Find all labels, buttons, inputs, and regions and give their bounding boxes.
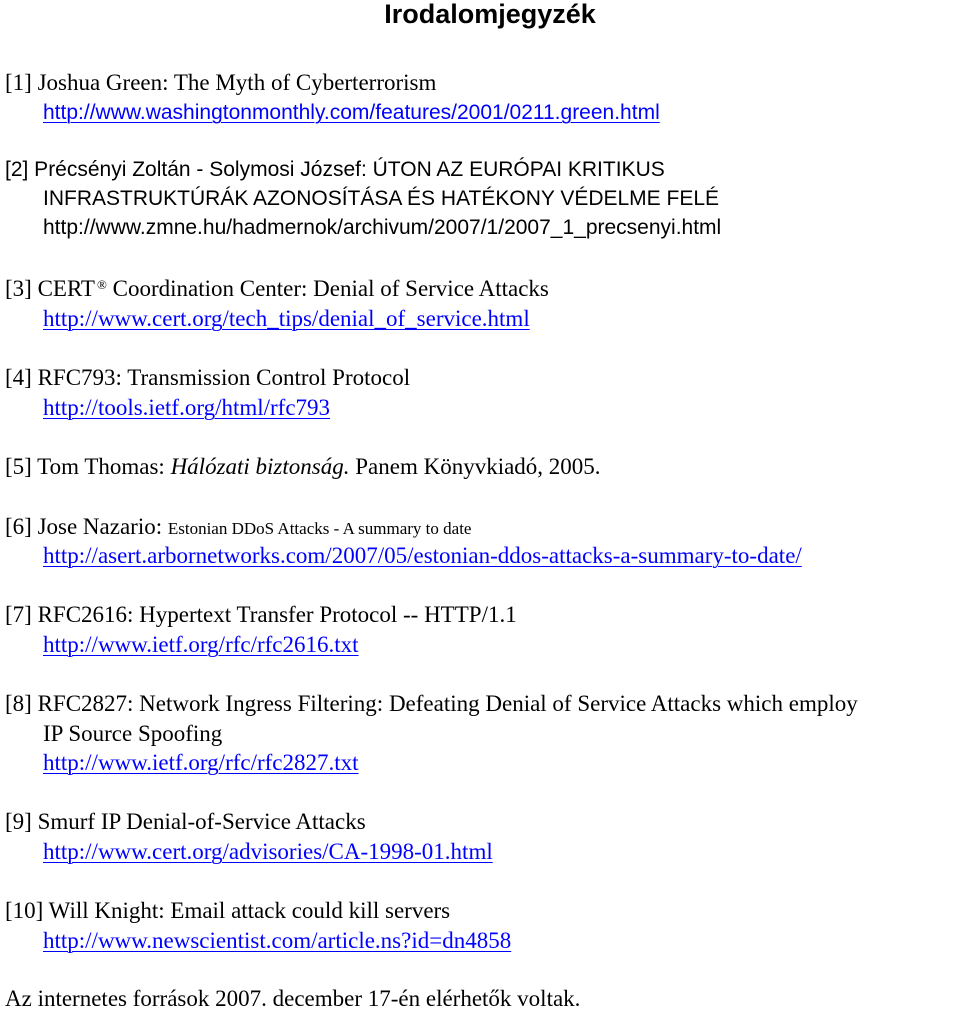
ref-9-title: [9] Smurf IP Denial-of-Service Attacks	[5, 809, 366, 834]
ref-5-publisher: Panem Könyvkiadó, 2005.	[349, 454, 601, 479]
ref-4-title: [4] RFC793: Transmission Control Protocol	[5, 365, 411, 390]
footer-note: Az internetes források 2007. december 17-én elérhetők voltak.	[5, 986, 581, 1011]
ref-6-article-title: Estonian DDoS Attacks - A summary to date	[167, 519, 472, 538]
ref-8-title-line2: IP Source Spoofing	[43, 721, 223, 746]
ref-5-author: [5] Tom Thomas:	[5, 454, 171, 479]
ref-6-link[interactable]: http://asert.arbornetworks.com/2007/05/estonian-ddos-attacks-a-summary-to-date/	[43, 543, 802, 568]
ref-5-book-title: Hálózati biztonság.	[170, 454, 350, 479]
ref-5-title	[5, 452, 601, 482]
ref-3-title	[5, 274, 549, 304]
registered-mark: ®	[96, 277, 107, 292]
ref-2-url: http://www.zmne.hu/hadmernok/archivum/2007/1/2007_1_precsenyi.html	[43, 216, 722, 239]
ref-3-title-post: Coordination Center: Denial of Service Attacks	[112, 276, 549, 301]
ref-9-link[interactable]: http://www.cert.org/advisories/CA-1998-01.html	[43, 839, 493, 864]
ref-4-link[interactable]: http://tools.ietf.org/html/rfc793	[43, 395, 331, 420]
ref-8-link[interactable]: http://www.ietf.org/rfc/rfc2827.txt	[43, 750, 359, 775]
page-title: Irodalomjegyzék	[384, 0, 596, 29]
ref-2-title-line1: [2] Précsényi Zoltán - Solymosi József: ÚTON AZ EURÓPAI KRITIKUS	[5, 158, 665, 181]
ref-1-title: [1] Joshua Green: The Myth of Cyberterrorism	[5, 70, 437, 95]
ref-6-title	[5, 512, 471, 544]
ref-10-link[interactable]: http://www.newscientist.com/article.ns?id=dn4858	[43, 928, 512, 953]
ref-3-link[interactable]: http://www.cert.org/tech_tips/denial_of_service.html	[43, 306, 530, 331]
ref-2-title-line2: INFRASTRUKTÚRÁK AZONOSÍTÁSA ÉS HATÉKONY VÉDELME FELÉ	[43, 187, 720, 210]
ref-1-link[interactable]: http://www.washingtonmonthly.com/features/2001/0211.green.html	[43, 101, 660, 124]
ref-3-title-pre: [3] CERT	[5, 276, 95, 301]
ref-7-link[interactable]: http://www.ietf.org/rfc/rfc2616.txt	[43, 632, 359, 657]
ref-6-author: [6] Jose Nazario:	[5, 514, 168, 539]
ref-7-title: [7] RFC2616: Hypertext Transfer Protocol -- HTTP/1.1	[5, 602, 517, 627]
ref-8-title-line1: [8] RFC2827: Network Ingress Filtering: Defeating Denial of Service Attacks which employ	[5, 691, 858, 716]
ref-10-title: [10] Will Knight: Email attack could kill servers	[5, 898, 451, 923]
